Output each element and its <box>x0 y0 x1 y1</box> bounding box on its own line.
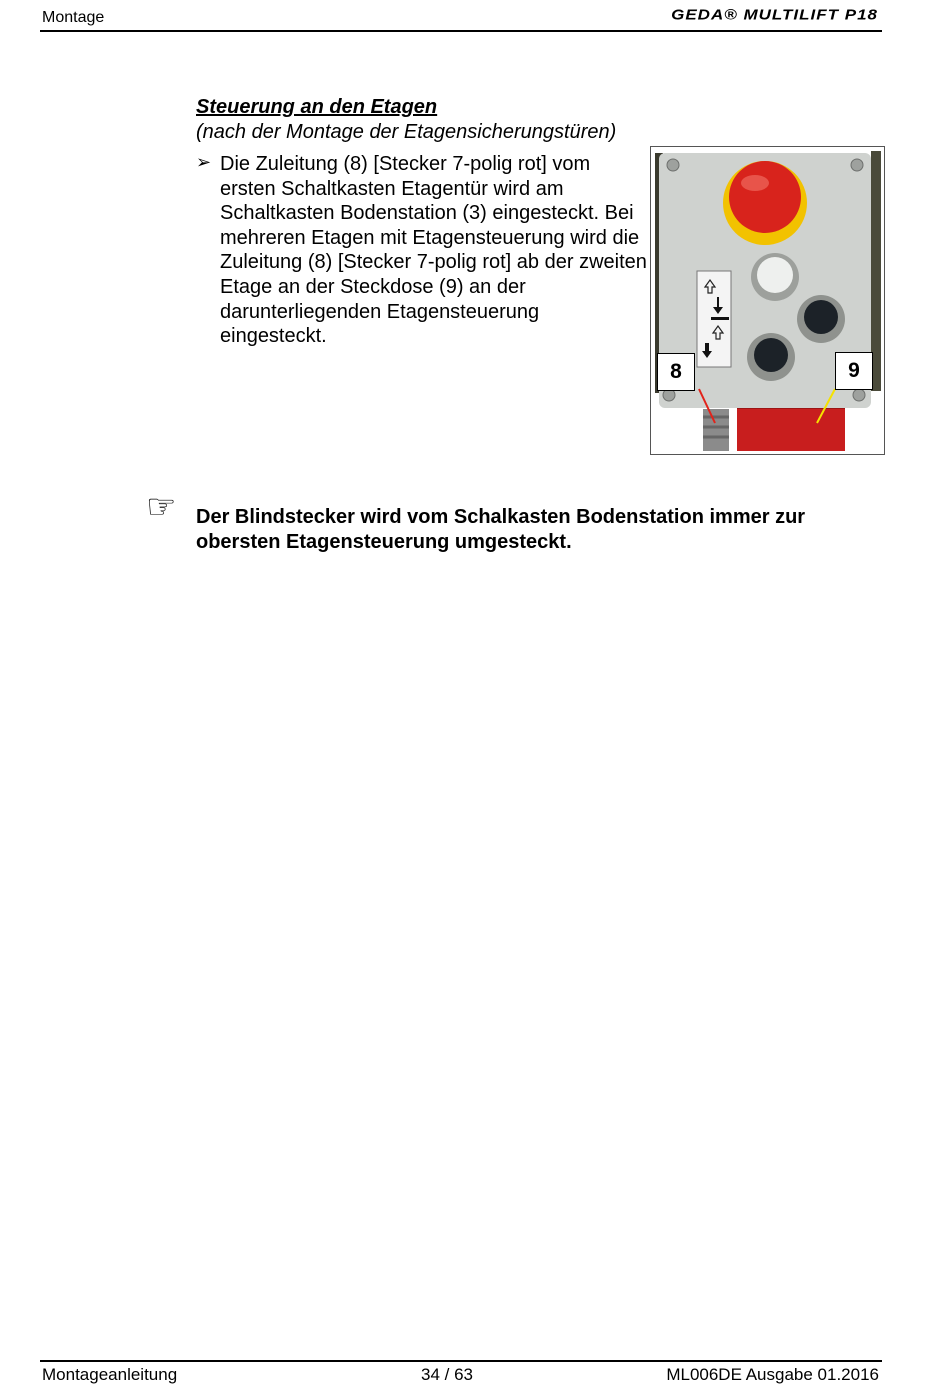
header-brand-logo: GEDA® MULTILIFT P18 <box>671 6 878 23</box>
bullet-arrow-icon: ➢ <box>196 152 212 172</box>
footer-edition: ML006DE Ausgabe 01.2016 <box>666 1365 879 1384</box>
section-title: Steuerung an den Etagen <box>196 96 438 118</box>
callout-8-label: 8 <box>657 353 695 391</box>
footer-rule <box>40 1360 882 1362</box>
bullet-paragraph: Die Zuleitung (8) [Stecker 7-polig rot] vom ersten Schaltkasten Etagentür wird am Schaltkasten Bodenstation (3) eingesteckt. Bei mehreren Etagen mit Etagensteuerung wird die Zuleitung (8) [Stecker 7-polig rot] ab der zweiten Etage an der Steckdose (9) an der darunterliegenden Etagensteuerung eingesteckt. <box>220 153 647 348</box>
section-subtitle: (nach der Montage der Etagensicherungstüren) <box>196 121 617 143</box>
footer-page-number: 34 / 63 <box>421 1365 473 1384</box>
header-section: Montage <box>42 9 105 26</box>
control-box-photo <box>650 146 885 455</box>
pointing-hand-icon: ☞ <box>146 488 177 526</box>
header-rule <box>40 30 882 32</box>
callout-9-label: 9 <box>835 352 873 390</box>
footer-document-name: Montageanleitung <box>42 1365 178 1384</box>
note-text: Der Blindstecker wird vom Schalkasten Bodenstation immer zur obersten Etagensteuerung umgesteckt. <box>196 506 806 553</box>
